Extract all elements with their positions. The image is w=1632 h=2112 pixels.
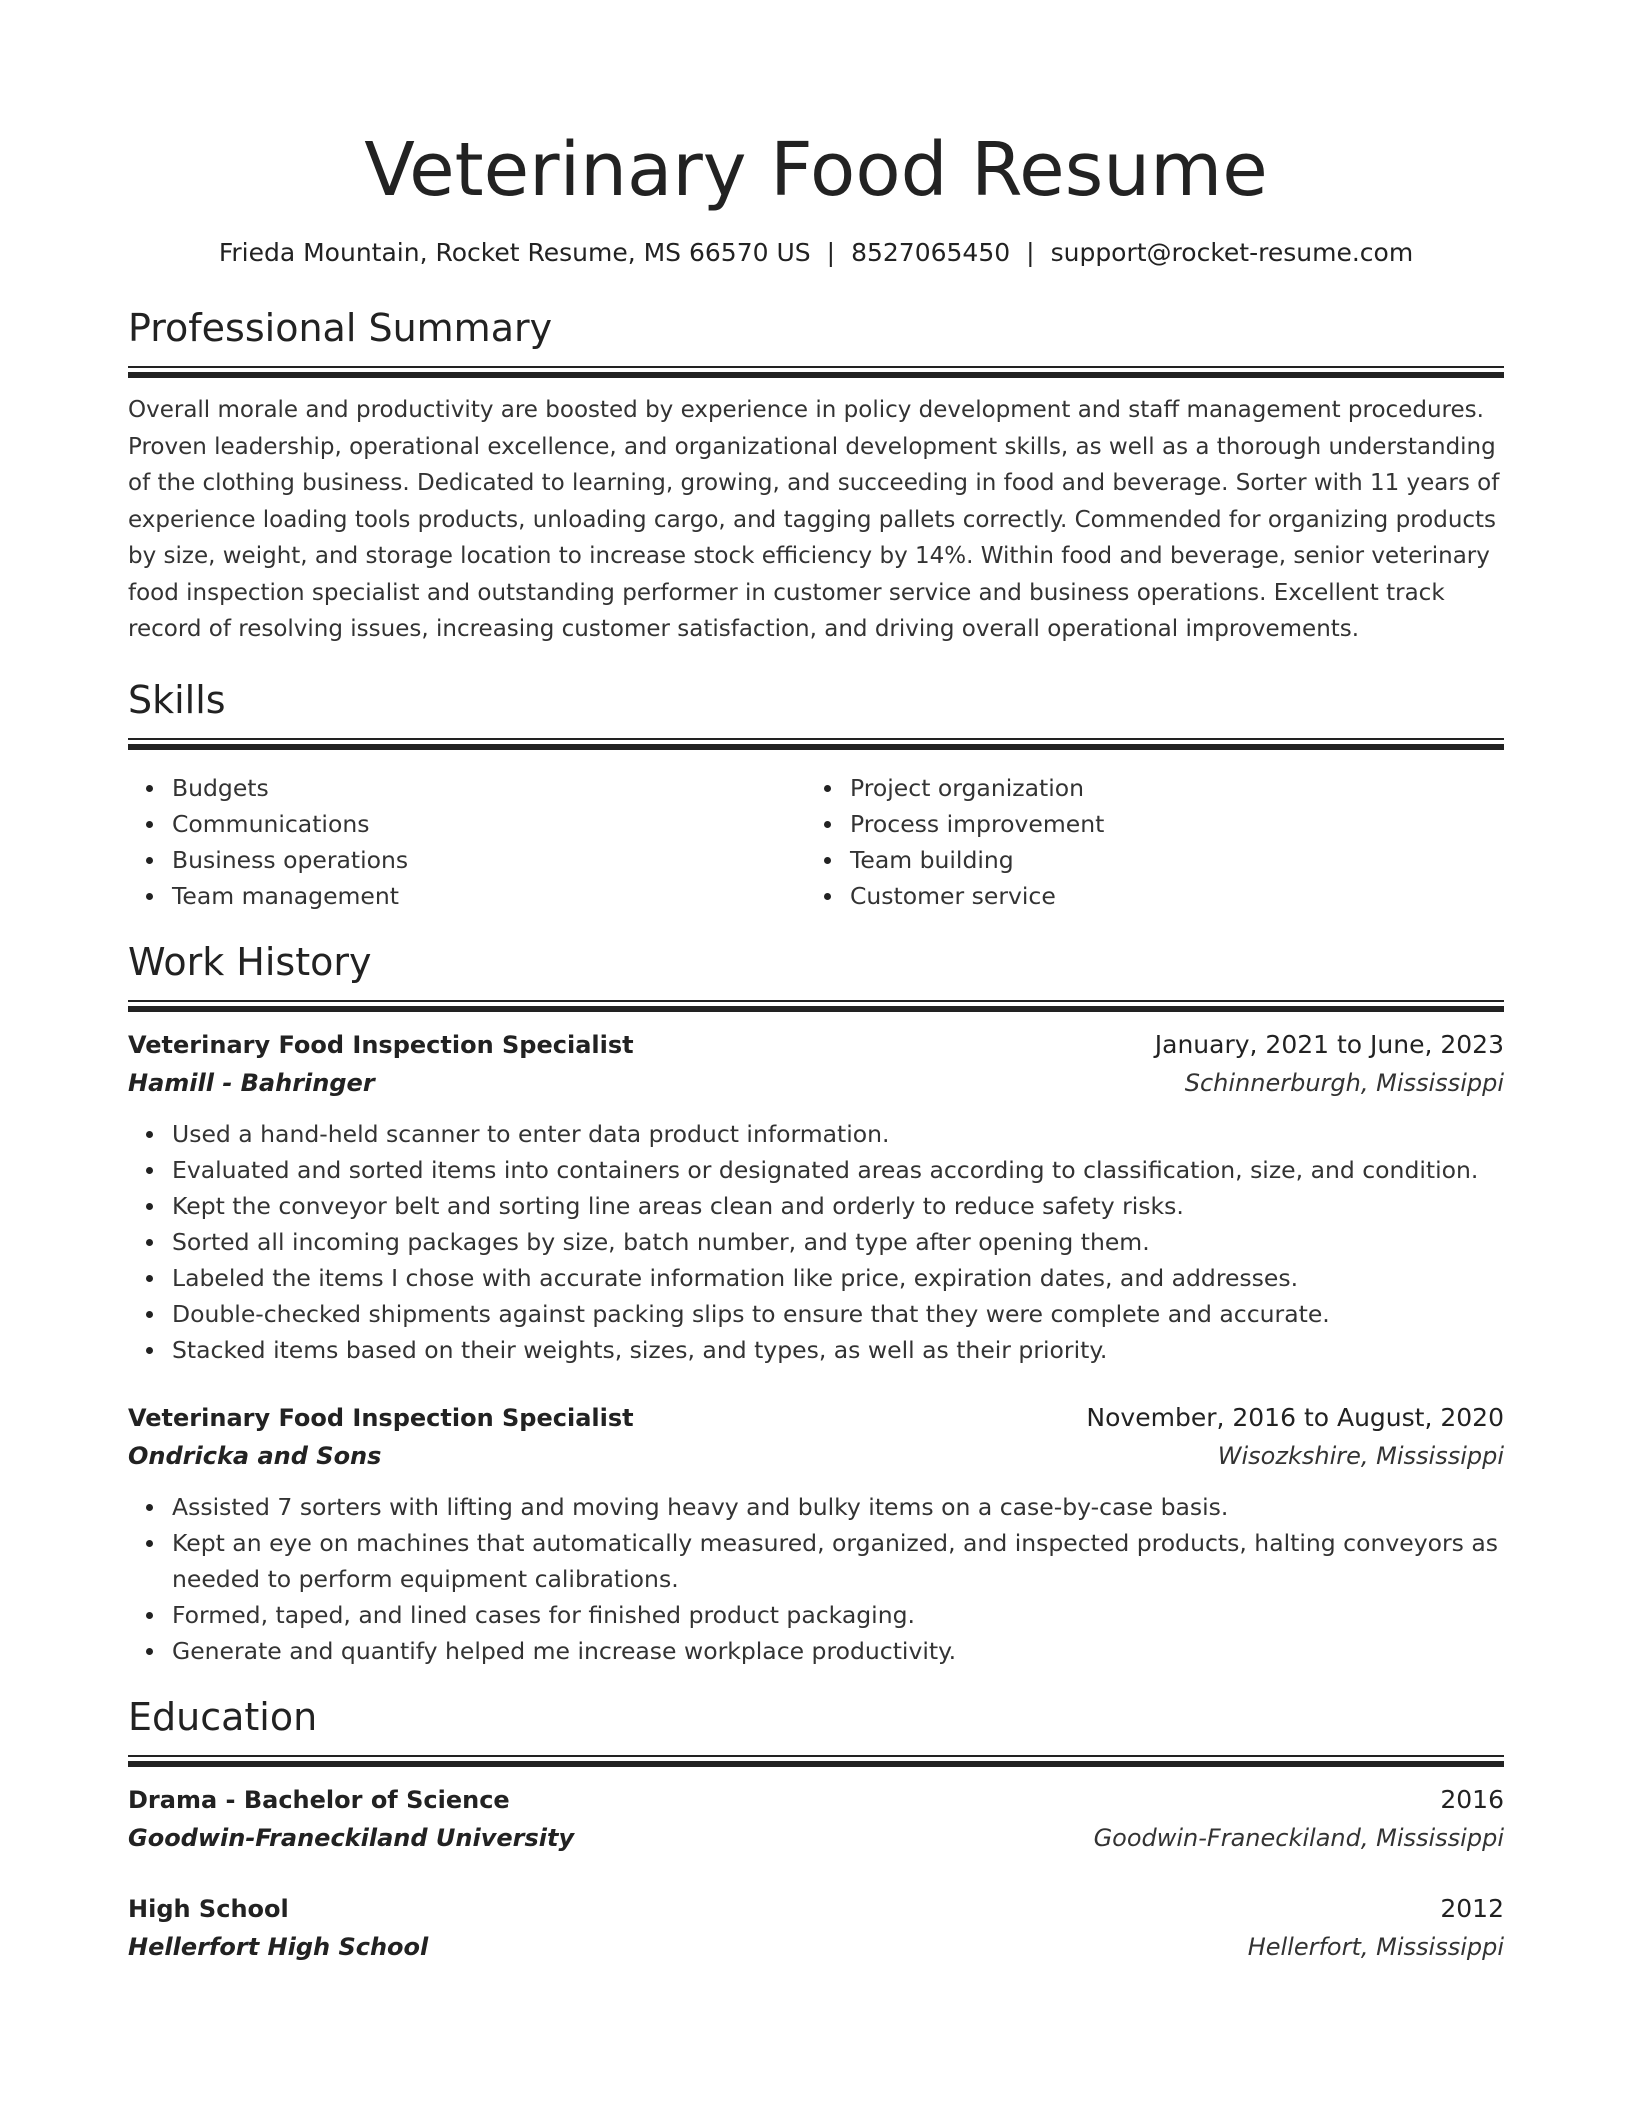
skills-grid	[128, 770, 1504, 914]
skill-item: Communications	[172, 806, 806, 842]
education-year: 2012	[1440, 1893, 1504, 1923]
job-duty: Kept an eye on machines that automatically measured, organized, and inspected products, halting conveyors as needed to perform equipment calibrations.	[172, 1525, 1504, 1597]
section-divider	[128, 738, 1504, 750]
contact-separator: |	[1026, 238, 1035, 267]
job-duty: Assisted 7 sorters with lifting and moving heavy and bulky items on a case-by-case basis.	[172, 1489, 1504, 1525]
resume-page	[128, 0, 1504, 1966]
education-year: 2016	[1440, 1784, 1504, 1814]
skills-heading: Skills	[128, 677, 226, 722]
job-duty: Stacked items based on their weights, sizes, and types, as well as their priority.	[172, 1332, 1504, 1368]
summary-section	[128, 304, 1504, 648]
job-dates: January, 2021 to June, 2023	[1154, 1029, 1504, 1059]
skills-column-left	[128, 770, 806, 914]
job-duty: Used a hand-held scanner to enter data product information.	[172, 1116, 1504, 1152]
education-location: Goodwin-Franeckiland, Mississippi	[1093, 1823, 1504, 1852]
education-entry	[128, 1890, 1504, 1966]
education-degree: Drama - Bachelor of Science	[128, 1785, 510, 1814]
skill-item: Budgets	[172, 770, 806, 806]
job-entry	[128, 1026, 1504, 1368]
job-duty: Double-checked shipments against packing slips to ensure that they were complete and accurate.	[172, 1296, 1504, 1332]
contact-separator: |	[826, 238, 836, 267]
skills-section	[128, 676, 1504, 914]
education-location: Hellerfort, Mississippi	[1247, 1932, 1504, 1961]
education-heading: Education	[128, 1694, 318, 1739]
contact-email[interactable]: support@rocket-resume.com	[1050, 238, 1414, 267]
education-section	[128, 1693, 1504, 1966]
job-entry	[128, 1399, 1504, 1669]
job-company: Hamill - Bahringer	[128, 1068, 375, 1097]
contact-address: Frieda Mountain, Rocket Resume, MS 66570 US	[218, 238, 811, 267]
work-history-section	[128, 938, 1504, 1669]
resume-title: Veterinary Food Resume	[364, 127, 1268, 213]
summary-text: Overall morale and productivity are boosted by experience in policy development and staff management procedures. Proven leadership, operational excellence, and organizational development skills, as well as a thorough understanding of the clothing business. Dedicated to learning, growing, and succeeding in food and beverage. Sorter with 11 years of experience loading tools products, unloading cargo, and tagging pallets correctly. Commended for organizing products by size, weight, and storage location to increase stock efficiency by 14%. Within food and beverage, senior veterinary food inspection specialist and outstanding performer in customer service and business operations. Excellent track record of resolving issues, increasing customer satisfaction, and driving overall operational improvements.	[128, 397, 1500, 642]
section-divider	[128, 1000, 1504, 1012]
skills-column-right	[806, 770, 1484, 914]
education-entry	[128, 1781, 1504, 1857]
summary-heading: Professional Summary	[128, 306, 553, 350]
section-divider	[128, 1755, 1504, 1767]
skill-item: Project organization	[850, 770, 1484, 806]
job-duty: Sorted all incoming packages by size, batch number, and type after opening them.	[172, 1224, 1504, 1260]
job-duty: Labeled the items I chose with accurate information like price, expiration dates, and addresses.	[172, 1260, 1504, 1296]
contact-line	[128, 236, 1504, 270]
job-duty: Generate and quantify helped me increase workplace productivity.	[172, 1633, 1504, 1669]
job-title: Veterinary Food Inspection Specialist	[128, 1030, 634, 1059]
education-school: Hellerfort High School	[128, 1932, 429, 1961]
skill-item: Process improvement	[850, 806, 1484, 842]
job-duty: Kept the conveyor belt and sorting line areas clean and orderly to reduce safety risks.	[172, 1188, 1504, 1224]
work-history-heading: Work History	[128, 939, 372, 984]
skill-item: Customer service	[850, 878, 1484, 914]
education-degree: High School	[128, 1894, 289, 1923]
skill-item: Team building	[850, 842, 1484, 878]
section-divider	[128, 366, 1504, 378]
job-dates: November, 2016 to August, 2020	[1086, 1402, 1504, 1432]
skill-item: Team management	[172, 878, 806, 914]
job-location: Wisozkshire, Mississippi	[1217, 1441, 1504, 1470]
job-duty: Formed, taped, and lined cases for finished product packaging.	[172, 1597, 1504, 1633]
skill-item: Business operations	[172, 842, 806, 878]
contact-phone: 8527065450	[851, 238, 1011, 267]
job-duty: Evaluated and sorted items into containers or designated areas according to classification, size, and condition.	[172, 1152, 1504, 1188]
job-company: Ondricka and Sons	[128, 1441, 382, 1470]
education-school: Goodwin-Franeckiland University	[128, 1823, 575, 1852]
job-location: Schinnerburgh, Mississippi	[1184, 1068, 1504, 1097]
job-title: Veterinary Food Inspection Specialist	[128, 1403, 634, 1432]
